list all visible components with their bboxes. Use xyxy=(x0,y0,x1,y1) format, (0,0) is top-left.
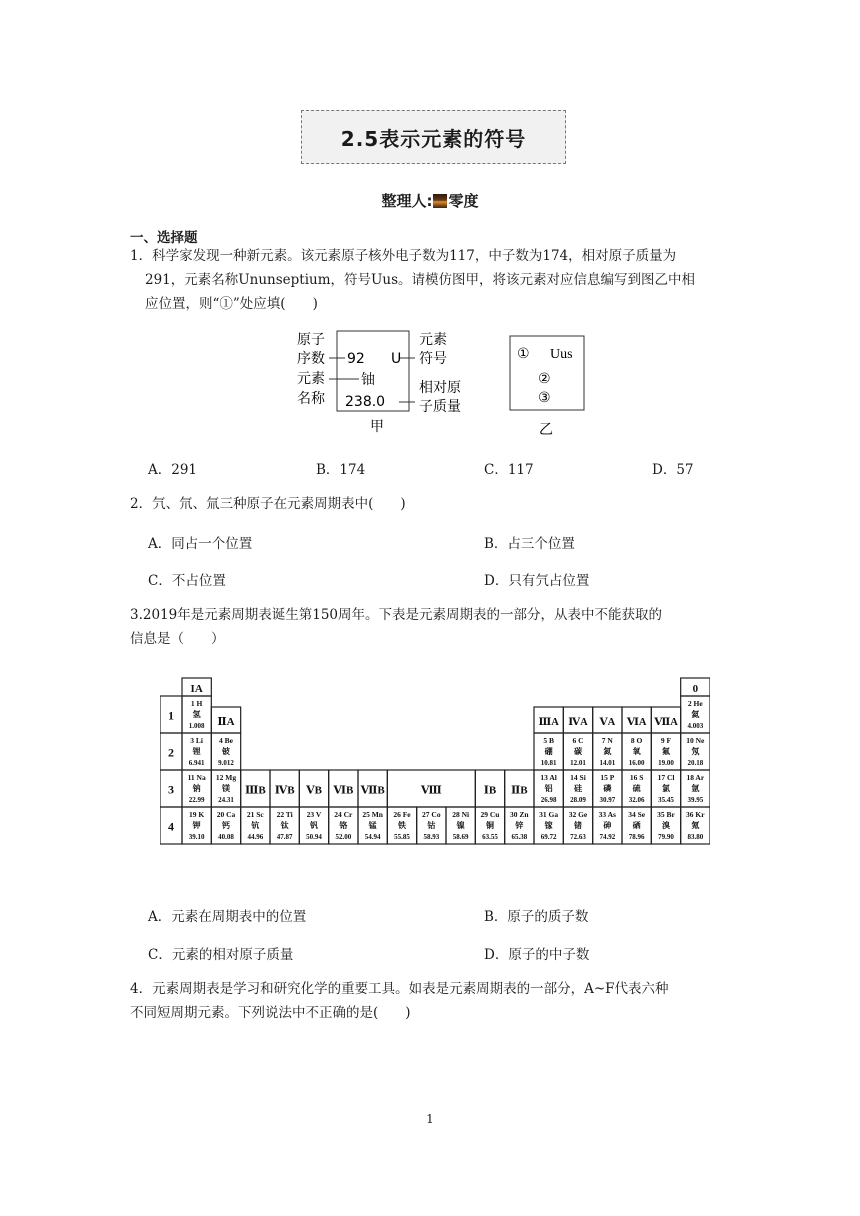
q1-option-d: D．57 xyxy=(652,462,694,478)
element-name: 铁 xyxy=(398,821,406,830)
avatar xyxy=(433,194,447,208)
question-1-line-1: 1．科学家发现一种新元素。该元素原子核外电子数为117，中子数为174，相对原子质量为 xyxy=(130,248,677,264)
element-name: 氧 xyxy=(632,747,641,756)
fig-jia-name: 铀 xyxy=(361,372,375,388)
group-label: 0 xyxy=(692,683,699,695)
q3-option-a: A．元素在周期表中的位置 xyxy=(148,909,307,925)
group-label: IA xyxy=(190,683,203,695)
element-name: 钙 xyxy=(222,821,230,830)
element-name: 钪 xyxy=(251,821,260,830)
fig-yi-circle-3: ③ xyxy=(538,390,551,406)
fig-jia-label: 名称 xyxy=(297,391,325,407)
element-mass: 9.012 xyxy=(218,759,234,767)
q3-option-d: D．原子的中子数 xyxy=(484,947,590,963)
element-name: 氪 xyxy=(691,821,700,830)
group-label: ⅡA xyxy=(217,716,235,728)
element-number-symbol: 28 Ni xyxy=(452,810,470,819)
element-number-symbol: 29 Cu xyxy=(480,810,500,819)
periodic-table-svg xyxy=(160,677,710,871)
element-number-symbol: 8 O xyxy=(630,736,643,745)
q2-option-a: A．同占一个位置 xyxy=(148,536,253,552)
element-name: 钛 xyxy=(280,821,289,830)
element-name: 镍 xyxy=(456,821,465,830)
fig-yi-circle-1: ① xyxy=(517,346,530,362)
page-number: 1 xyxy=(426,1112,434,1126)
element-name: 铬 xyxy=(339,821,348,830)
fig-jia-number: 92 xyxy=(347,351,365,367)
element-name: 磷 xyxy=(603,784,612,793)
element-number-symbol: 12 Mg xyxy=(215,773,237,782)
element-name: 氦 xyxy=(691,710,700,719)
element-mass: 55.85 xyxy=(394,833,410,841)
element-name: 钒 xyxy=(310,821,318,830)
element-number-symbol: 4 Be xyxy=(219,736,233,745)
element-number-symbol: 7 N xyxy=(601,736,613,745)
group-label: ⅢB xyxy=(244,784,266,797)
element-number-symbol: 16 S xyxy=(629,773,644,782)
group-label: ⅣB xyxy=(274,784,295,797)
fig-jia-label: 相对原 xyxy=(419,380,461,396)
element-name: 铜 xyxy=(486,821,494,830)
element-number-symbol: 11 Na xyxy=(187,773,206,782)
element-mass: 69.72 xyxy=(540,833,557,841)
element-name: 铍 xyxy=(222,747,230,756)
element-number-symbol: 26 Fe xyxy=(393,810,411,819)
q2-option-b: B．占三个位置 xyxy=(484,536,575,552)
element-name: 硅 xyxy=(574,784,582,793)
figure-jia-yi xyxy=(295,328,595,440)
element-name: 碳 xyxy=(574,747,582,756)
element-mass: 50.94 xyxy=(306,833,322,841)
element-mass: 30.97 xyxy=(599,796,616,804)
element-number-symbol: 10 Ne xyxy=(686,736,705,745)
title-box xyxy=(301,110,566,164)
element-name: 锰 xyxy=(368,821,377,830)
element-mass: 24.31 xyxy=(218,796,234,804)
element-mass: 58.93 xyxy=(423,833,440,841)
element-number-symbol: 2 He xyxy=(687,699,703,708)
element-number-symbol: 17 Cl xyxy=(657,773,675,782)
element-name: 钾 xyxy=(192,821,201,830)
author-name: 零度 xyxy=(448,192,479,210)
element-number-symbol: 31 Ga xyxy=(539,810,559,819)
element-number-symbol: 20 Ca xyxy=(216,810,236,819)
element-number-symbol: 35 Br xyxy=(657,810,675,819)
element-mass: 32.06 xyxy=(628,796,645,804)
element-mass: 54.94 xyxy=(364,833,381,841)
element-mass: 1.008 xyxy=(188,722,205,730)
fig-jia-label: 子质量 xyxy=(419,399,461,415)
q1-option-b: B．174 xyxy=(316,462,366,478)
element-number-symbol: 27 Co xyxy=(422,810,441,819)
element-number-symbol: 3 Li xyxy=(190,736,204,745)
q3-option-b: B．原子的质子数 xyxy=(484,909,589,925)
author-line xyxy=(0,190,860,211)
group-label: ⅦA xyxy=(654,717,678,728)
element-name: 锂 xyxy=(192,747,201,756)
group-label: ⅢA xyxy=(538,717,559,728)
q3-option-c: C．元素的相对原子质量 xyxy=(148,947,294,963)
element-mass: 39.10 xyxy=(188,833,205,841)
element-number-symbol: 5 B xyxy=(543,736,554,745)
element-name: 硒 xyxy=(632,821,641,830)
element-mass: 4.003 xyxy=(687,722,704,730)
fig-jia-label: 序数 xyxy=(297,351,325,367)
group-label: ⅤA xyxy=(599,717,616,728)
element-name: 钴 xyxy=(427,821,436,830)
element-number-symbol: 30 Zn xyxy=(510,810,529,819)
fig-yi-symbol: Uus xyxy=(550,347,573,362)
element-name: 铝 xyxy=(544,784,553,793)
element-number-symbol: 24 Cr xyxy=(334,810,353,819)
period-label: 1 xyxy=(168,708,174,723)
group-label: Ⅷ xyxy=(420,784,442,797)
element-number-symbol: 19 K xyxy=(189,810,205,819)
element-mass: 65.38 xyxy=(511,833,528,841)
element-name: 锗 xyxy=(574,821,582,830)
element-number-symbol: 14 Si xyxy=(570,773,586,782)
question-3-line-1: 3.2019年是元素周期表诞生第150周年。下表是元素周期表的一部分，从表中不能获取的 xyxy=(130,607,663,623)
element-mass: 22.99 xyxy=(188,796,205,804)
element-number-symbol: 9 F xyxy=(660,736,672,745)
element-mass: 28.09 xyxy=(570,796,586,804)
element-mass: 44.96 xyxy=(247,833,264,841)
element-name: 镓 xyxy=(544,821,553,830)
element-mass: 79.90 xyxy=(658,833,674,841)
element-mass: 12.01 xyxy=(570,759,586,767)
element-number-symbol: 1 H xyxy=(190,699,203,708)
element-mass: 58.69 xyxy=(452,833,469,841)
element-name: 钠 xyxy=(192,784,201,793)
element-number-symbol: 13 Al xyxy=(540,773,557,782)
element-mass: 72.63 xyxy=(570,833,586,841)
element-name: 砷 xyxy=(603,821,612,830)
element-number-symbol: 18 Ar xyxy=(686,773,705,782)
element-number-symbol: 33 As xyxy=(598,810,616,819)
element-name: 氢 xyxy=(192,710,201,719)
q2-option-c: C．不占位置 xyxy=(148,573,226,589)
element-mass: 78.96 xyxy=(628,833,645,841)
periodic-table xyxy=(160,677,710,871)
element-name: 氯 xyxy=(662,784,670,793)
q1-option-c: C．117 xyxy=(484,462,534,478)
period-label: 3 xyxy=(168,782,174,797)
fig-jia-mass: 238.0 xyxy=(345,394,386,410)
group-label: ⅡB xyxy=(511,784,528,797)
question-4-line-1: 4．元素周期表是学习和研究化学的重要工具。如表是元素周期表的一部分，A~F代表六种 xyxy=(130,981,669,997)
element-name: 氮 xyxy=(603,747,612,756)
fig-jia-label: 符号 xyxy=(419,351,447,367)
element-card-figure xyxy=(295,328,595,440)
element-mass: 39.95 xyxy=(687,796,704,804)
fig-jia-label: 元素 xyxy=(297,371,325,387)
group-label: ⅣA xyxy=(568,717,588,728)
element-number-symbol: 21 Sc xyxy=(246,810,264,819)
fig-jia-label: 原子 xyxy=(297,332,325,348)
fig-yi-circle-2: ② xyxy=(538,371,551,387)
question-1-line-3: 应位置，则“①”处应填( ) xyxy=(145,296,318,312)
group-label: ⅤB xyxy=(306,784,322,797)
element-number-symbol: 15 P xyxy=(600,773,615,782)
group-label: ⅠB xyxy=(483,784,497,797)
element-mass: 35.45 xyxy=(658,796,674,804)
section-heading: 一、选择题 xyxy=(130,230,198,246)
period-label: 2 xyxy=(168,745,174,760)
element-mass: 16.00 xyxy=(628,759,645,767)
group-label: ⅥB xyxy=(333,784,354,797)
question-1-line-2: 291，元素名称Ununseptium，符号Uus。请模仿图甲，将该元素对应信息编写到图乙中相 xyxy=(145,272,696,288)
element-mass: 26.98 xyxy=(540,796,557,804)
element-number-symbol: 23 V xyxy=(306,810,322,819)
element-mass: 6.941 xyxy=(188,759,205,767)
element-mass: 74.92 xyxy=(599,833,616,841)
q1-option-a: A．291 xyxy=(148,462,198,478)
group-label: ⅦB xyxy=(360,784,385,797)
element-name: 硼 xyxy=(544,747,553,756)
q2-option-d: D．只有氕占位置 xyxy=(484,573,590,589)
period-label: 4 xyxy=(168,819,174,834)
element-name: 锌 xyxy=(515,821,524,830)
element-mass: 19.00 xyxy=(658,759,674,767)
element-mass: 20.18 xyxy=(687,759,704,767)
fig-jia-symbol: U xyxy=(391,351,402,367)
question-3-line-2: 信息是（ ） xyxy=(130,631,225,647)
element-name: 氩 xyxy=(691,784,700,793)
element-number-symbol: 22 Ti xyxy=(276,810,293,819)
element-number-symbol: 25 Mn xyxy=(362,810,383,819)
fig-yi-caption: 乙 xyxy=(539,422,553,438)
page-title: 2.5表示元素的符号 xyxy=(340,126,527,151)
element-mass: 52.00 xyxy=(335,833,352,841)
element-mass: 40.08 xyxy=(218,833,234,841)
element-number-symbol: 6 C xyxy=(572,736,584,745)
element-number-symbol: 32 Ge xyxy=(568,810,588,819)
element-name: 镁 xyxy=(222,784,230,793)
fig-jia-caption: 甲 xyxy=(370,419,384,435)
element-name: 氟 xyxy=(662,747,670,756)
fig-jia-label: 元素 xyxy=(419,332,447,348)
question-4-line-2: 不同短周期元素。下列说法中不正确的是( ) xyxy=(130,1005,411,1021)
element-number-symbol: 36 Kr xyxy=(686,810,705,819)
element-mass: 47.87 xyxy=(276,833,293,841)
element-mass: 10.81 xyxy=(540,759,557,767)
element-mass: 63.55 xyxy=(482,833,498,841)
element-name: 氖 xyxy=(691,747,700,756)
element-mass: 83.80 xyxy=(687,833,704,841)
element-mass: 14.01 xyxy=(599,759,616,767)
question-2-stem: 2．氕、氘、氚三种原子在元素周期表中( ) xyxy=(130,496,406,512)
element-name: 溴 xyxy=(662,821,670,830)
group-label: ⅥA xyxy=(626,717,647,728)
author-prefix: 整理人: xyxy=(381,192,433,210)
element-name: 硫 xyxy=(632,784,641,793)
element-number-symbol: 34 Se xyxy=(628,810,646,819)
